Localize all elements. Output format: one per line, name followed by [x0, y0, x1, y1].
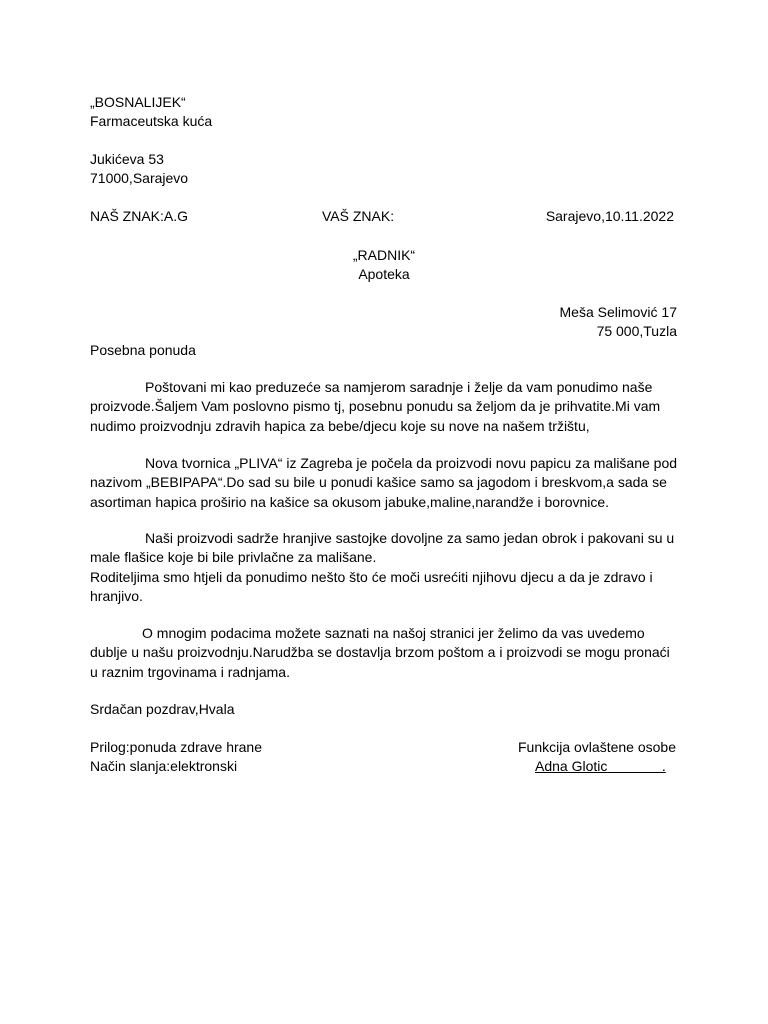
body-paragraph-1: [90, 378, 680, 436]
body-paragraph-1-text: Poštovani mi kao preduzeće sa namjerom saradnje i želje da vam ponudimo naše proizvode.Šaljem Vam poslovno pismo tj, posebnu ponudu sa željom da je prihvatite.Mi vam nudimo proizvodnju zdravih hapica za bebe/djecu koje su nove na našem tržištu,: [90, 379, 661, 434]
signature-line: [535, 757, 666, 776]
place-date: Sarajevo,10.11.2022: [545, 208, 674, 224]
recipient-type: Apoteka: [358, 266, 410, 282]
sender-city: 71000,Sarajevo: [90, 170, 189, 186]
body-paragraph-3-text: Naši proizvodi sadrže hranjive sastojke dovoljne za samo jedan obrok i pakovani su u male flašice koje bi bile privlačne za mališane.: [90, 530, 675, 566]
sender-type: Farmaceutska kuća: [90, 113, 213, 129]
signature-tail: .: [607, 758, 666, 774]
recipient-street: Meša Selimović 17: [559, 304, 677, 320]
your-reference: VAŠ ZNAK:: [322, 208, 395, 224]
letter-subject: Posebna ponuda: [90, 342, 196, 358]
signer-role: Funkcija ovlaštene osobe: [518, 739, 676, 755]
body-paragraph-4-text: O mnogim podacima možete saznati na našoj stranici jer želimo da vas uvedemo dublje u našu proizvodnju.Narudžba se dostavlja brzom poštom a i proizvodi se mogu pronaći u raznim trgovinama i radnjama.: [90, 625, 670, 680]
closing-greeting: Srdačan pozdrav,Hvala: [90, 701, 235, 717]
sender-street: Jukićeva 53: [90, 151, 164, 167]
body-paragraph-3: [90, 529, 680, 568]
body-paragraph-4: [90, 624, 680, 682]
recipient-city: 75 000,Tuzla: [596, 323, 677, 339]
recipient-name: „RADNIK“: [352, 247, 416, 263]
delivery-method: Način slanja:elektronski: [90, 758, 238, 774]
our-reference: NAŠ ZNAK:A.G: [90, 208, 189, 224]
attachment-line: Prilog:ponuda zdrave hrane: [90, 739, 263, 755]
body-paragraph-3b: Roditeljima smo htjeli da ponudimo nešto što će moči usrećiti njihovu djecu a da je zdravo i hranjivo.: [90, 569, 653, 605]
sender-company: „BOSNALIJEK“: [90, 94, 186, 110]
signer-name: Adna Glotic: [535, 758, 608, 774]
body-paragraph-2-text: Nova tvornica „PLIVA“ iz Zagreba je počela da proizvodi novu papicu za mališane pod nazivom „BEBIPAPA“.Do sad su bile u ponudi kašice samo sa jagodom i breskvom,a sada se asortiman hapica proširio na kašice sa okusom jabuke,maline,narandže i borovnice.: [90, 455, 678, 510]
body-paragraph-2: [90, 454, 680, 512]
